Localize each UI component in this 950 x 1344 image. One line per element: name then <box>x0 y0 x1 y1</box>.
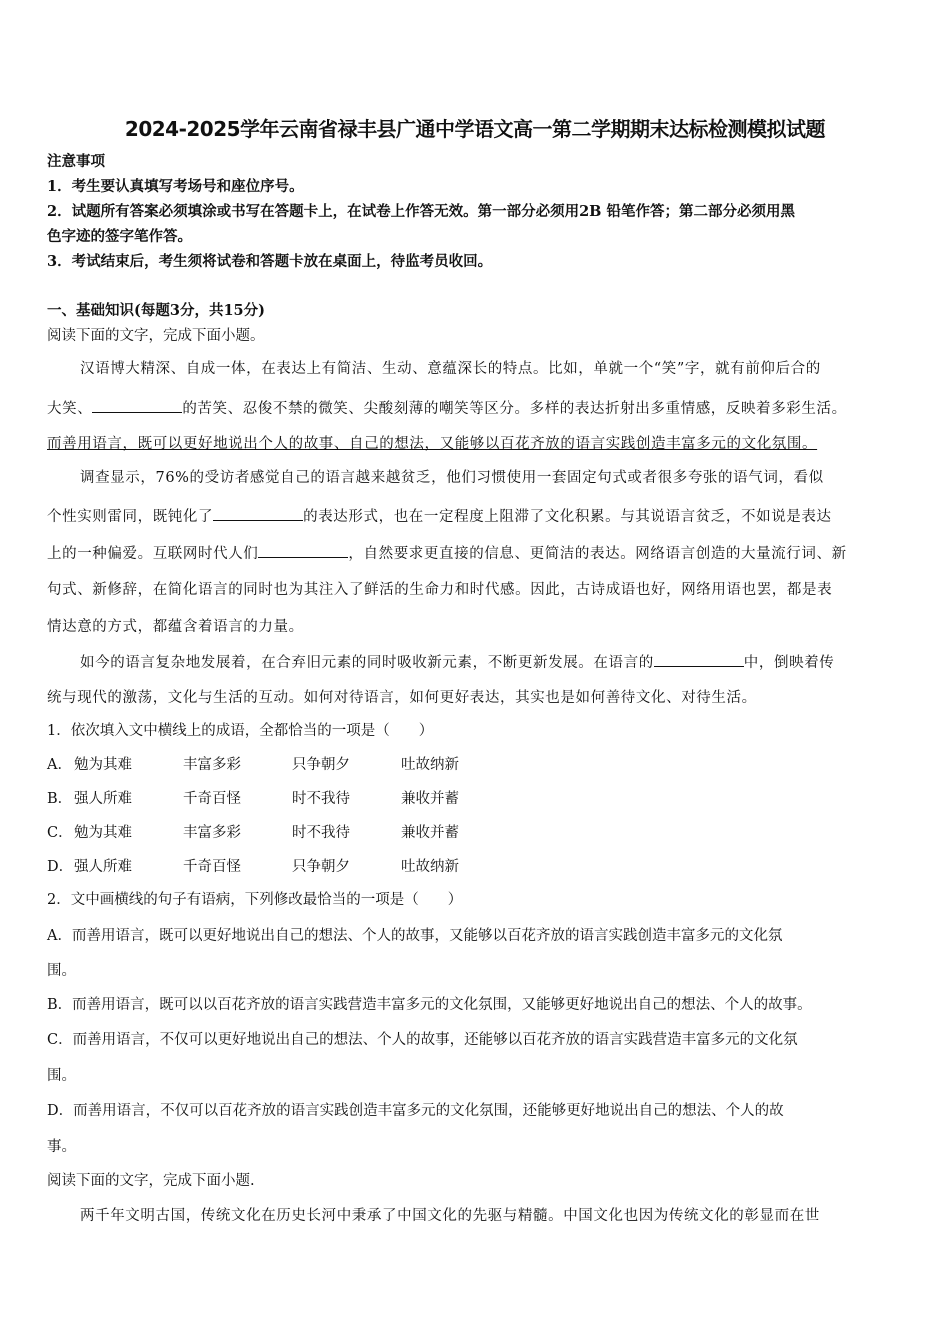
option-word: 丰富多彩 <box>183 825 241 841</box>
section1-heading: 一、基础知识(每题3分，共15分) <box>47 302 265 319</box>
fill-blank-4 <box>654 652 744 667</box>
q2-option-d: D．而善用语言，不仅可以百花齐放的语言实践创造丰富多元的文化氛围，还能够更好地说出自己的想法、个人的故 <box>47 1103 784 1119</box>
fill-blank-3 <box>258 543 348 558</box>
underlined-sentence: 而善用语言，既可以更好地说出个人的故事、自己的想法，又能够以百花齐放的语言实践创造丰富多元的文化氛围。 <box>47 436 818 452</box>
option-word: 兼收并蓄 <box>401 791 459 807</box>
option-word: 强人所难 <box>74 859 132 875</box>
q2-stem: 2．文中画横线的句子有语病，下列修改最恰当的一项是（ ） <box>47 892 463 908</box>
q2-option-d-cont: 事。 <box>47 1139 76 1155</box>
q2-option-a-cont: 围。 <box>47 963 76 979</box>
passage1-line: 汉语博大精深、自成一体，在表达上有简洁、生动、意蕴深长的特点。比如，单就一个“笑”字，就有前仰后合的 <box>80 361 821 377</box>
passage2-line <box>47 543 847 563</box>
passage-text: 的苦笑、忍俊不禁的微笑、尖酸刻薄的嘲笑等区分。多样的表达折射出多重情感，反映着多彩生活。 <box>182 401 847 417</box>
option-word: 丰富多彩 <box>183 757 241 773</box>
option-label: D． <box>47 859 74 875</box>
passage-text: 的表达形式，也在一定程度上阻滞了文化积累。与其说语言贫乏，不如说是表达 <box>303 509 832 525</box>
option-word: 千奇百怪 <box>183 791 241 807</box>
option-word: 只争朝夕 <box>292 859 350 875</box>
option-word: 吐故纳新 <box>401 859 459 875</box>
q2-option-c: C．而善用语言，不仅可以更好地说出自己的想法、个人的故事，还能够以百花齐放的语言实践营造丰富多元的文化氛 <box>47 1032 798 1048</box>
passage-text: 如今的语言复杂地发展着，在合弃旧元素的同时吸收新元素，不断更新发展。在语言的 <box>80 655 654 671</box>
passage-text: 中，倒映着传 <box>743 655 835 671</box>
notice-item-3: 3．考试结束后，考生须将试卷和答题卡放在桌面上，待监考员收回。 <box>47 253 493 270</box>
passage2-line: 调查显示，76%的受访者感觉自己的语言越来越贫乏，他们习惯使用一套固定句式或者很多夸张的语气词，看似 <box>80 470 824 486</box>
fill-blank-2 <box>213 506 303 521</box>
notice-heading: 注意事项 <box>47 153 105 170</box>
passage-text: 个性实则雷同，既钝化了 <box>47 509 214 525</box>
option-word: 兼收并蓄 <box>401 825 459 841</box>
q1-stem: 1．依次填入文中横线上的成语，全都恰当的一项是（ ） <box>47 723 434 739</box>
section1-intro: 阅读下面的文字，完成下面小题。 <box>47 328 265 344</box>
notice-item-2: 2．试题所有答案必须填涂或书写在答题卡上，在试卷上作答无效。第一部分必须用2B 铅笔作答；第二部分必须用黑 <box>47 203 795 220</box>
passage3-line: 统与现代的激荡，文化与生活的互动。如何对待语言，如何更好表达，其实也是如何善待文化、对待生活。 <box>47 690 757 706</box>
option-word: 只争朝夕 <box>292 757 350 773</box>
option-label: A． <box>47 757 72 773</box>
q2-option-a: A．而善用语言，既可以更好地说出自己的想法、个人的故事，又能够以百花齐放的语言实践创造丰富多元的文化氛 <box>47 928 783 944</box>
q1-option-d <box>47 858 510 876</box>
passage1-line <box>47 398 847 418</box>
notice-item-1: 1．考生要认真填写考场号和座位序号。 <box>47 178 304 195</box>
passage4-line: 两千年文明古国，传统文化在历史长河中秉承了中国文化的先驱与精髓。中国文化也因为传统文化的彰显而在世 <box>80 1208 820 1224</box>
option-word: 勉为其难 <box>74 825 132 841</box>
passage3-line <box>80 652 834 672</box>
passage-text: ，自然要求更直接的信息、更简洁的表达。网络语言创造的大量流行词、新 <box>348 546 847 562</box>
fill-blank-1 <box>92 398 182 413</box>
option-word: 强人所难 <box>74 791 132 807</box>
q1-option-a <box>47 756 510 774</box>
option-label: B． <box>47 791 73 807</box>
passage-text: 大笑、 <box>47 401 93 417</box>
notice-item-2-cont: 色字迹的签字笔作答。 <box>47 228 192 245</box>
option-label: C． <box>47 825 73 841</box>
passage2-line <box>47 506 832 526</box>
q1-option-c <box>47 824 510 842</box>
option-word: 时不我待 <box>292 825 350 841</box>
option-word: 千奇百怪 <box>183 859 241 875</box>
exam-title: 2024-2025学年云南省禄丰县广通中学语文高一第二学期期末达标检测模拟试题 <box>124 117 826 141</box>
option-word: 吐故纳新 <box>401 757 459 773</box>
passage2-line: 情达意的方式，都蕴含着语言的力量。 <box>47 619 304 635</box>
passage-text: 上的一种偏爱。互联网时代人们 <box>47 546 259 562</box>
passage2-line: 句式、新修辞，在简化语言的同时也为其注入了鲜活的生命力和时代感。因此，古诗成语也好，网络用语也罢，都是表 <box>47 582 833 598</box>
option-word: 时不我待 <box>292 791 350 807</box>
section2-intro: 阅读下面的文字，完成下面小题. <box>47 1173 255 1189</box>
q1-option-b <box>47 790 510 808</box>
option-word: 勉为其难 <box>74 757 132 773</box>
q2-option-c-cont: 围。 <box>47 1068 76 1084</box>
q2-option-b: B．而善用语言，既可以以百花齐放的语言实践营造丰富多元的文化氛围，又能够更好地说出自己的想法、个人的故事。 <box>47 997 812 1013</box>
